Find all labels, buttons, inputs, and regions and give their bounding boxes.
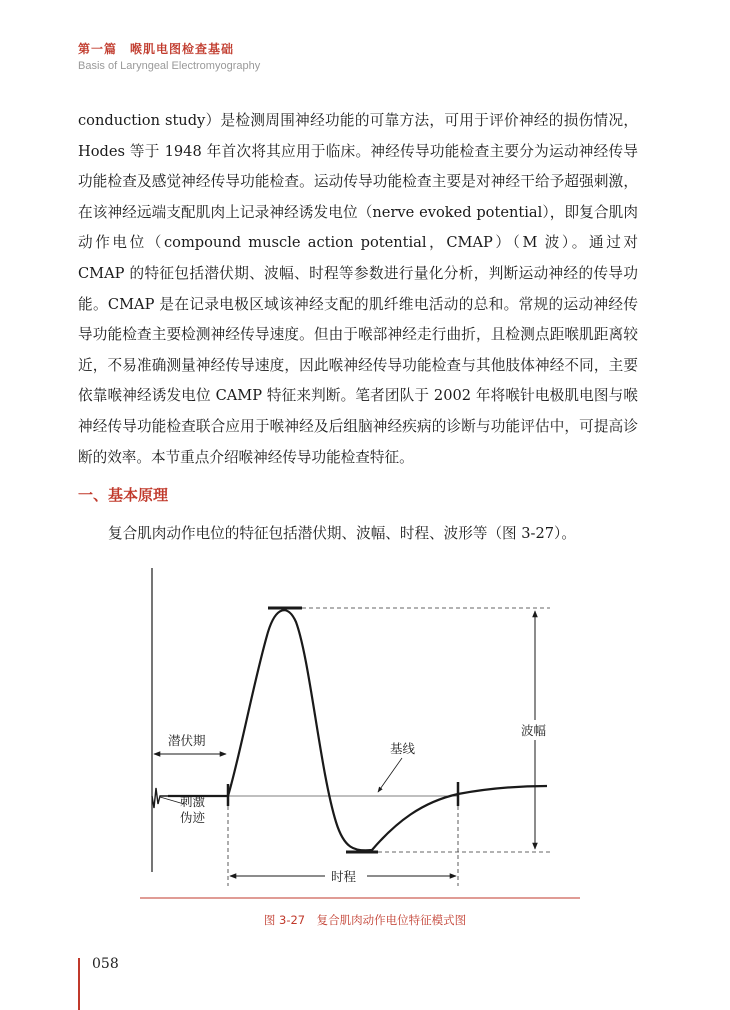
artifact-label-line2: 伪迹 (180, 810, 206, 825)
duration-label: 时程 (331, 869, 357, 884)
body-paragraph: conduction study）是检测周围神经功能的可靠方法，可用于评价神经的损伤情况，Hodes 等于 1948 年首次将其应用于临床。神经传导功能检查主要分为运动神经传导功能检查及感觉神经传导功能检查。运动传导功能检查主要是对神经干给予超强刺激，在该神经远端支配肌肉上记录神经诱发电位（nerve evoked potential），即复合肌肉动作电位（compound muscle action potential，CMAP）（M 波）。通过对 CMAP 的特征包括潜伏期、波幅、时程等参数进行量化分析，判断运动神经的传导功能。CMAP 是在记录电极区域该神经支配的肌纤维电活动的总和。常规的运动神经传导功能检查主要检测神经传导速度。但由于喉部神经走行曲折，且检测点距喉肌距离较近，不易准确测量神经传导速度，因此喉神经传导功能检查与其他肢体神经不同，主要依靠喉神经诱发电位 CAMP 特征来判断。笔者团队于 2002 年将喉针电极肌电图与喉神经传导功能检查联合应用于喉神经及后组脑神经疾病的诊断与功能评估中，可提高诊断的效率。本节重点介绍喉神经传导功能检查特征。 (78, 112, 638, 466)
stimulus-artifact (152, 788, 168, 808)
running-header (78, 40, 260, 72)
cmap-figure (140, 560, 580, 904)
artifact-label-line1: 刺激 (180, 794, 206, 809)
cmap-diagram (140, 560, 580, 900)
section-heading: 一、基本原理 (78, 486, 169, 504)
section-intro: 复合肌肉动作电位的特征包括潜伏期、波幅、时程、波形等（图 3-27）。 (108, 525, 576, 542)
page-rule (78, 958, 80, 1010)
page-number: 058 (92, 956, 119, 972)
amplitude-label: 波幅 (521, 723, 547, 738)
baseline-label: 基线 (390, 741, 416, 756)
baseline-pointer (378, 758, 402, 792)
latency-label: 潜伏期 (168, 733, 206, 748)
cmap-waveform (168, 610, 547, 850)
header-title-en: Basis of Laryngeal Electromyography (78, 60, 261, 72)
figure-caption: 图 3-27 复合肌肉动作电位特征模式图 (263, 913, 467, 927)
header-title-cn: 第一篇 喉肌电图检查基础 (78, 42, 235, 56)
